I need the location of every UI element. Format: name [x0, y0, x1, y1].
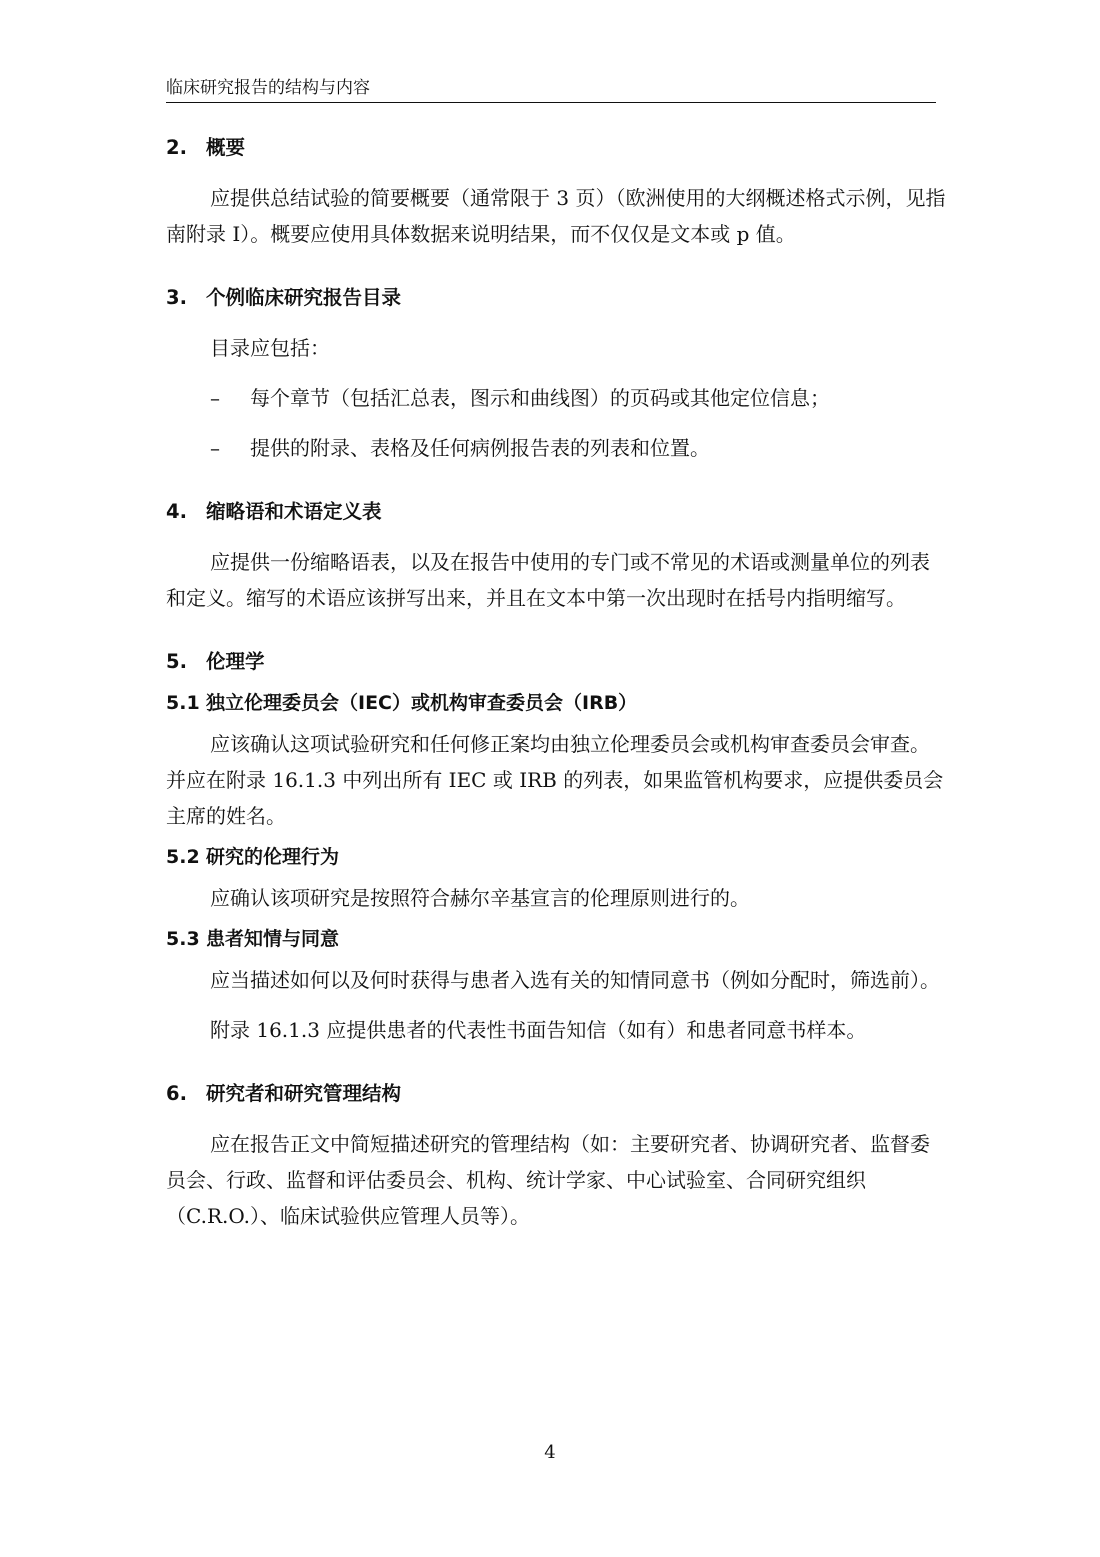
- page-header: [166, 78, 936, 103]
- list-item-text: 提供的附录、表格及任何病例报告表的列表和位置。: [250, 436, 710, 460]
- subsection-title: 患者知情与同意: [206, 928, 340, 950]
- section-number: 3.: [166, 286, 187, 309]
- list-item: [166, 430, 946, 466]
- subsection-5-1-paragraph: 应该确认这项试验研究和任何修正案均由独立伦理委员会或机构审查委员会审查。并应在附录 16.1.3 中列出所有 IEC 或 IRB 的列表，如果监管机构要求，应提供委员会主席的姓名。: [166, 732, 944, 828]
- subsection-number: 5.1: [166, 692, 200, 714]
- section-number: 4.: [166, 500, 187, 523]
- subsection-5-2-heading: [166, 840, 946, 874]
- running-header-title: 临床研究报告的结构与内容: [166, 78, 370, 98]
- section-3-intro: 目录应包括：: [210, 336, 330, 360]
- section-6-paragraph: 应在报告正文中简短描述研究的管理结构（如：主要研究者、协调研究者、监督委员会、行政、监督和评估委员会、机构、统计学家、中心试验室、合同研究组织（C.R.O.）、临床试验供应管理人员等）。: [166, 1132, 930, 1228]
- section-4-paragraph: 应提供一份缩略语表，以及在报告中使用的专门或不常见的术语或测量单位的列表和定义。缩写的术语应该拼写出来，并且在文本中第一次出现时在括号内指明缩写。: [166, 550, 930, 610]
- section-number: 6.: [166, 1082, 187, 1105]
- dash-bullet: –: [210, 436, 220, 460]
- section-title: 个例临床研究报告目录: [206, 286, 402, 309]
- section-4-heading: [166, 494, 946, 530]
- subsection-5-3-heading: [166, 922, 946, 956]
- subsection-5-3-paragraph-1: 应当描述如何以及何时获得与患者入选有关的知情同意书（例如分配时，筛选前）。: [210, 968, 940, 992]
- section-title: 概要: [206, 136, 246, 159]
- dash-bullet: –: [210, 386, 220, 410]
- section-title: 伦理学: [206, 650, 265, 673]
- section-5-heading: [166, 644, 946, 680]
- subsection-title: 研究的伦理行为: [206, 846, 340, 868]
- document-body: [166, 130, 946, 1234]
- subsection-5-1-heading: [166, 686, 946, 720]
- section-title: 缩略语和术语定义表: [206, 500, 382, 523]
- section-number: 5.: [166, 650, 187, 673]
- section-6-heading: [166, 1076, 946, 1112]
- list-item: [166, 380, 946, 416]
- subsection-title: 独立伦理委员会（IEC）或机构审查委员会（IRB）: [206, 692, 638, 714]
- section-2-heading: [166, 130, 946, 166]
- subsection-5-3-paragraph-2: 附录 16.1.3 应提供患者的代表性书面告知信（如有）和患者同意书样本。: [210, 1018, 867, 1042]
- section-3-heading: [166, 280, 946, 316]
- subsection-number: 5.2: [166, 846, 200, 868]
- section-title: 研究者和研究管理结构: [206, 1082, 402, 1105]
- section-number: 2.: [166, 136, 187, 159]
- section-2-paragraph: 应提供总结试验的简要概要（通常限于 3 页）（欧洲使用的大纲概述格式示例，见指南附录 I）。概要应使用具体数据来说明结果，而不仅仅是文本或 p 值。: [166, 186, 946, 246]
- list-item-text: 每个章节（包括汇总表，图示和曲线图）的页码或其他定位信息；: [250, 386, 830, 410]
- page-number: 4: [544, 1442, 556, 1463]
- subsection-number: 5.3: [166, 928, 200, 950]
- subsection-5-2-paragraph: 应确认该项研究是按照符合赫尔辛基宣言的伦理原则进行的。: [210, 886, 750, 910]
